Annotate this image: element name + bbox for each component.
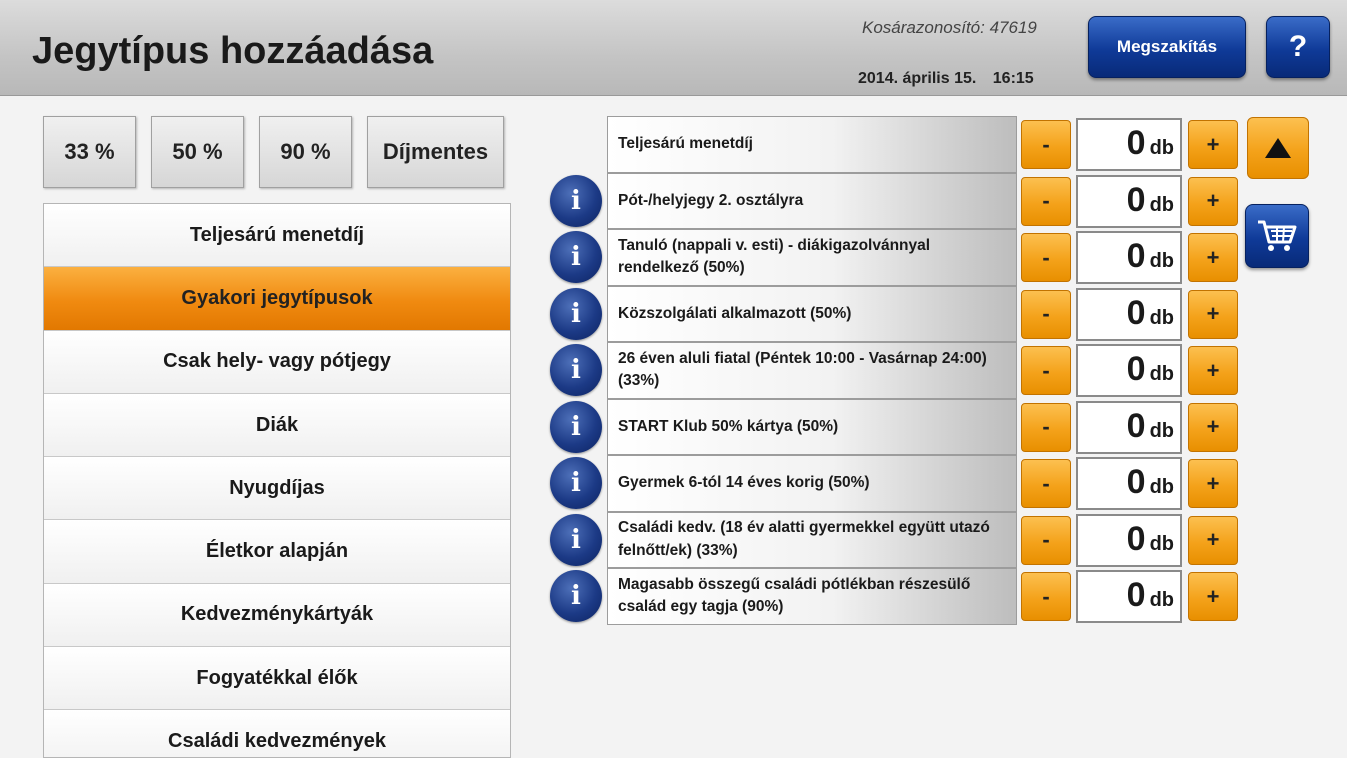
ticket-row: [550, 399, 1250, 456]
ticket-row: [550, 229, 1250, 286]
ticket-name: Közszolgálati alkalmazott (50%): [607, 286, 1017, 343]
quantity-unit: db: [1149, 193, 1174, 216]
cancel-button[interactable]: Megszakítás: [1088, 16, 1246, 78]
category-item[interactable]: Nyugdíjas: [44, 457, 510, 520]
ticket-name: Családi kedv. (18 év alatti gyermekkel együtt utazó felnőtt/ek) (33%): [607, 512, 1017, 569]
quantity-value: 0: [1126, 406, 1146, 445]
category-item[interactable]: Diák: [44, 394, 510, 457]
ticket-name: START Klub 50% kártya (50%): [607, 399, 1017, 456]
increase-button[interactable]: +: [1188, 346, 1238, 395]
decrease-button[interactable]: -: [1021, 459, 1071, 508]
decrease-button[interactable]: -: [1021, 516, 1071, 565]
ticket-name: Teljesárú menetdíj: [607, 116, 1017, 173]
ticket-name: Pót-/helyjegy 2. osztályra: [607, 173, 1017, 230]
decrease-button[interactable]: -: [1021, 346, 1071, 395]
increase-button[interactable]: +: [1188, 177, 1238, 226]
quantity-unit: db: [1149, 306, 1174, 329]
decrease-button[interactable]: -: [1021, 120, 1071, 169]
quantity-value: 0: [1126, 180, 1146, 219]
discount-33-button[interactable]: 33 %: [43, 116, 136, 188]
category-item[interactable]: Fogyatékkal élők: [44, 647, 510, 710]
ticket-row: [550, 342, 1250, 399]
ticket-row: [550, 568, 1250, 625]
quantity-display: [1076, 175, 1182, 228]
ticket-row: [550, 455, 1250, 512]
increase-button[interactable]: +: [1188, 233, 1238, 282]
date-time: [858, 70, 1034, 88]
category-item[interactable]: Családi kedvezmények: [44, 710, 510, 758]
scroll-up-button[interactable]: [1247, 117, 1309, 179]
increase-button[interactable]: +: [1188, 120, 1238, 169]
decrease-button[interactable]: -: [1021, 290, 1071, 339]
info-icon[interactable]: i: [550, 288, 602, 340]
ticket-name: 26 éven aluli fiatal (Péntek 10:00 - Vasárnap 24:00) (33%): [607, 342, 1017, 399]
quantity-value: 0: [1126, 124, 1146, 162]
quantity-display: [1076, 344, 1182, 397]
quantity-unit: db: [1149, 476, 1174, 498]
date-text: 2014. április 15.: [858, 70, 977, 87]
help-button[interactable]: ?: [1266, 16, 1330, 78]
category-item[interactable]: Gyakori jegytípusok: [44, 267, 510, 330]
quantity-display: [1076, 288, 1182, 341]
discount-free-button[interactable]: Díjmentes: [367, 116, 504, 188]
increase-button[interactable]: +: [1188, 516, 1238, 565]
arrow-up-icon: [1263, 136, 1293, 160]
quantity-value: 0: [1126, 576, 1146, 614]
cart-button[interactable]: [1245, 204, 1309, 268]
info-icon[interactable]: i: [550, 514, 602, 566]
category-item[interactable]: Életkor alapján: [44, 520, 510, 583]
quantity-display: [1076, 401, 1182, 454]
info-icon[interactable]: i: [550, 570, 602, 622]
quantity-display: [1076, 514, 1182, 567]
quantity-display: [1076, 457, 1182, 510]
quantity-unit: db: [1149, 137, 1174, 159]
ticket-row: [550, 512, 1250, 569]
quantity-unit: db: [1149, 250, 1174, 272]
ticket-row: [550, 116, 1250, 173]
quantity-display: [1076, 231, 1182, 284]
quantity-unit: db: [1149, 363, 1174, 385]
decrease-button[interactable]: -: [1021, 177, 1071, 226]
quantity-display: [1076, 118, 1182, 171]
shopping-cart-icon: [1256, 218, 1298, 254]
basket-id: Kosárazonosító: 47619: [862, 18, 1037, 37]
increase-button[interactable]: +: [1188, 290, 1238, 339]
quantity-unit: db: [1149, 589, 1174, 611]
increase-button[interactable]: +: [1188, 403, 1238, 452]
quantity-value: 0: [1126, 463, 1146, 501]
info-icon[interactable]: i: [550, 401, 602, 453]
quantity-value: 0: [1126, 237, 1146, 275]
quantity-value: 0: [1126, 350, 1146, 388]
increase-button[interactable]: +: [1188, 572, 1238, 621]
decrease-button[interactable]: -: [1021, 403, 1071, 452]
header-bar: [0, 0, 1347, 96]
ticket-row: [550, 286, 1250, 343]
time-text: 16:15: [992, 70, 1034, 87]
page-title: Jegytípus hozzáadása: [32, 30, 434, 72]
ticket-row: [550, 173, 1250, 230]
ticket-name: Magasabb összegű családi pótlékban részesülő család egy tagja (90%): [607, 568, 1017, 625]
category-item[interactable]: Kedvezménykártyák: [44, 584, 510, 647]
category-list: [43, 203, 511, 758]
ticket-name: Tanuló (nappali v. esti) - diákigazolvánnyal rendelkező (50%): [607, 229, 1017, 286]
info-icon[interactable]: i: [550, 231, 602, 283]
quantity-unit: db: [1149, 419, 1174, 442]
quantity-value: 0: [1126, 293, 1146, 332]
quantity-value: 0: [1126, 519, 1146, 558]
discount-90-button[interactable]: 90 %: [259, 116, 352, 188]
decrease-button[interactable]: -: [1021, 233, 1071, 282]
discount-50-button[interactable]: 50 %: [151, 116, 244, 188]
info-icon[interactable]: i: [550, 344, 602, 396]
decrease-button[interactable]: -: [1021, 572, 1071, 621]
quantity-display: [1076, 570, 1182, 623]
ticket-name: Gyermek 6-tól 14 éves korig (50%): [607, 455, 1017, 512]
increase-button[interactable]: +: [1188, 459, 1238, 508]
quantity-unit: db: [1149, 532, 1174, 555]
category-item[interactable]: Teljesárú menetdíj: [44, 204, 510, 267]
category-item[interactable]: Csak hely- vagy pótjegy: [44, 331, 510, 394]
info-icon[interactable]: i: [550, 175, 602, 227]
info-icon[interactable]: i: [550, 457, 602, 509]
